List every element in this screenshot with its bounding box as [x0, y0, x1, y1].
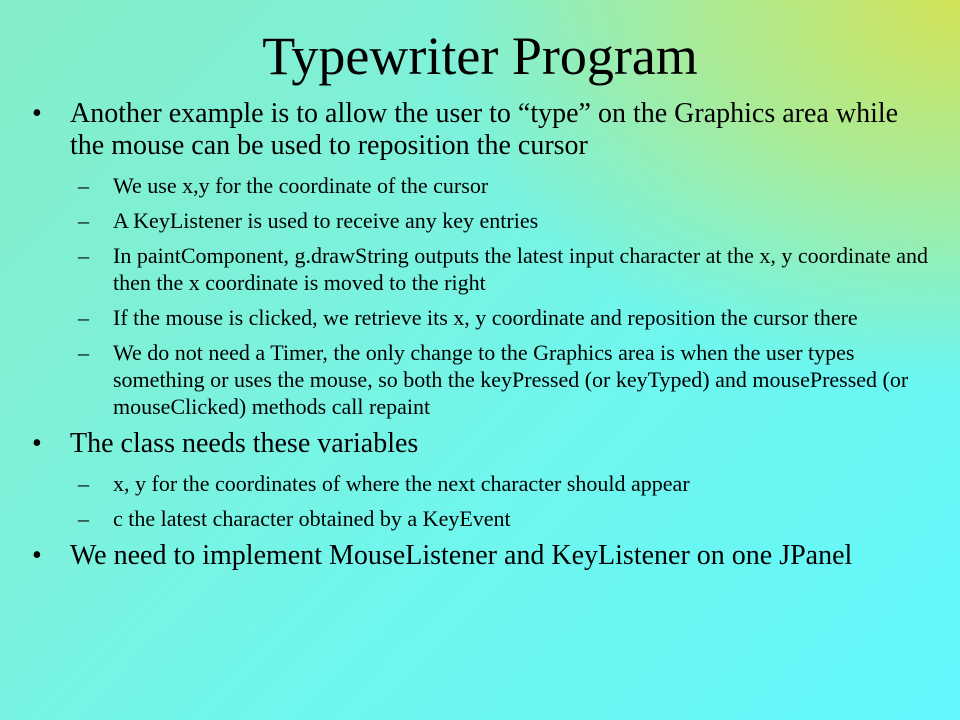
sub-bullet-text: If the mouse is clicked, we retrieve its x, y coordinate and reposition the cursor there	[113, 305, 858, 330]
sub-bullet-text: A KeyListener is used to receive any key entries	[113, 208, 539, 233]
sub-bullet-text: We use x,y for the coordinate of the cursor	[113, 173, 489, 198]
dash-icon: –	[78, 173, 89, 198]
sub-bullet-item	[32, 242, 932, 296]
dash-icon: –	[78, 340, 89, 365]
sub-list	[32, 470, 932, 532]
bullet-text: Another example is to allow the user to “type” on the Graphics area while the mouse can be used to reposition the cursor	[70, 98, 899, 161]
slide-content	[32, 98, 932, 582]
dash-icon: –	[78, 506, 89, 531]
sub-bullet-item	[32, 207, 932, 234]
sub-bullet-text: We do not need a Timer, the only change to the Graphics area is when the user types something or uses the mouse, so both the keyPressed (or keyTyped) and mousePressed (or mouseClicked) methods call repaint	[113, 340, 909, 419]
slide-title: Typewriter Program	[262, 26, 698, 86]
bullet-icon: •	[32, 540, 42, 571]
dash-icon: –	[78, 243, 89, 268]
bullet-icon: •	[32, 98, 42, 129]
sub-bullet-text: x, y for the coordinates of where the next character should appear	[113, 471, 690, 496]
sub-bullet-item	[32, 304, 932, 331]
bullet-item	[32, 428, 932, 460]
sub-list	[32, 172, 932, 420]
bullet-text: The class needs these variables	[70, 428, 419, 459]
bullet-item	[32, 98, 932, 162]
sub-bullet-item	[32, 172, 932, 199]
sub-bullet-text: In paintComponent, g.drawString outputs the latest input character at the x, y coordinate and then the x coordinate is moved to the right	[113, 243, 929, 295]
sub-bullet-text: c the latest character obtained by a KeyEvent	[113, 506, 511, 531]
dash-icon: –	[78, 208, 89, 233]
sub-bullet-item	[32, 505, 932, 532]
dash-icon: –	[78, 471, 89, 496]
bullet-text: We need to implement MouseListener and KeyListener on one JPanel	[70, 540, 853, 571]
dash-icon: –	[78, 305, 89, 330]
bullet-item	[32, 540, 932, 572]
sub-bullet-item	[32, 470, 932, 497]
bullet-icon: •	[32, 428, 42, 459]
sub-bullet-item	[32, 339, 932, 420]
